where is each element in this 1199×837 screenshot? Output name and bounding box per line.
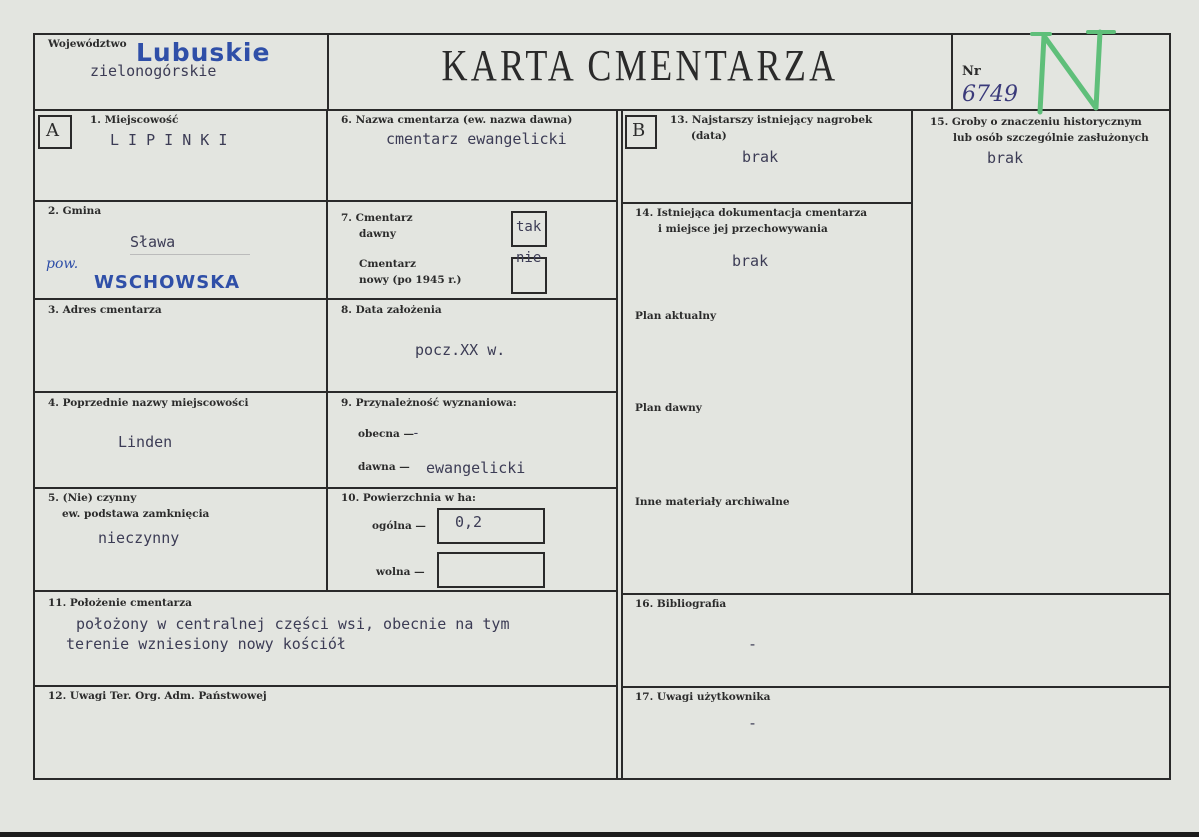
- border-top: [33, 33, 1171, 35]
- divider: [33, 487, 618, 489]
- f15-label-1: 15. Groby o znaczeniu historycznym: [930, 116, 1142, 128]
- f11-label: 11. Położenie cmentarza: [48, 597, 192, 609]
- f5-label-1: 5. (Nie) czynny: [48, 492, 137, 504]
- divider: [327, 33, 329, 111]
- f10-free-box[interactable]: [437, 552, 545, 588]
- f9-former-label: dawna —: [358, 461, 410, 473]
- divider: [621, 202, 913, 204]
- border-bottom: [33, 778, 1171, 780]
- f13-label-1: 13. Najstarszy istniejący nagrobek: [670, 114, 873, 126]
- f16-label: 16. Bibliografia: [635, 598, 727, 610]
- voivodeship-typed: zielonogórskie: [90, 62, 217, 80]
- f17-value: -: [748, 714, 758, 732]
- f7-box2-text: nie: [516, 250, 542, 266]
- f9-current-value: -: [412, 426, 420, 441]
- f3-label: 3. Adres cmentarza: [48, 304, 162, 316]
- f2-pow-label: pow.: [46, 256, 79, 272]
- f15-value: brak: [987, 149, 1024, 167]
- f2-value: Sława: [130, 233, 176, 251]
- divider: [33, 590, 618, 592]
- f9-current-label: obecna —: [358, 428, 415, 440]
- f16-value: -: [748, 635, 758, 653]
- voivodeship-stamp: Lubuskie: [136, 38, 271, 67]
- f6-value: cmentarz ewangelicki: [386, 130, 567, 148]
- f10-label: 10. Powierzchnia w ha:: [341, 492, 476, 504]
- f14-label-2: i miejsce jej przechowywania: [658, 223, 828, 235]
- divider: [616, 109, 618, 780]
- divider: [951, 33, 953, 111]
- f1-label: 1. Miejscowość: [90, 114, 179, 126]
- f4-value: Linden: [118, 433, 173, 451]
- f7-label-4: nowy (po 1945 r.): [359, 274, 462, 286]
- f2-pow-value: WSCHOWSKA: [94, 272, 241, 293]
- section-a-letter: A: [46, 120, 59, 141]
- f5-value: nieczynny: [98, 529, 180, 547]
- divider: [621, 686, 1171, 688]
- f10-total-box[interactable]: [437, 508, 545, 544]
- plan-current-label: Plan aktualny: [635, 310, 717, 322]
- divider: [33, 685, 618, 687]
- f7-label-1: 7. Cmentarz: [341, 212, 413, 224]
- f7-box1-text: tak: [516, 219, 542, 235]
- f14-value: brak: [732, 252, 769, 270]
- f11-value-2: terenie wzniesiony nowy kościół: [66, 635, 346, 653]
- nr-label: Nr: [962, 64, 981, 79]
- underline: [130, 254, 250, 255]
- f8-value: pocz.XX w.: [415, 341, 506, 359]
- n-mark-icon: [1030, 28, 1120, 116]
- f4-label: 4. Poprzednie nazwy miejscowości: [48, 397, 249, 409]
- f10-free-label: wolna —: [376, 566, 425, 578]
- section-b-letter: B: [632, 120, 646, 141]
- card-title: KARTA CMENTARZA: [441, 41, 839, 90]
- divider: [33, 200, 618, 202]
- f1-value: L I P I N K I: [110, 131, 228, 149]
- border-right: [1169, 33, 1171, 780]
- f12-label: 12. Uwagi Ter. Org. Adm. Państwowej: [48, 690, 267, 702]
- f2-label: 2. Gmina: [48, 205, 102, 217]
- f15-label-2: lub osób szczególnie zasłużonych: [953, 132, 1149, 144]
- other-materials-label: Inne materiały archiwalne: [635, 496, 790, 508]
- border-left: [33, 33, 35, 780]
- f17-label: 17. Uwagi użytkownika: [635, 691, 771, 703]
- f9-former-value: ewangelicki: [426, 459, 526, 477]
- divider: [911, 109, 913, 595]
- divider: [621, 593, 1171, 595]
- divider: [33, 109, 1171, 111]
- f13-value: brak: [742, 148, 779, 166]
- f7-label-2: dawny: [359, 228, 396, 240]
- f9-label: 9. Przynależność wyznaniowa:: [341, 397, 517, 409]
- f8-label: 8. Data założenia: [341, 304, 442, 316]
- f10-total-label: ogólna —: [372, 520, 426, 532]
- voivodeship-label: Województwo: [48, 38, 127, 50]
- f10-total-value: 0,2: [455, 513, 483, 531]
- f7-label-3: Cmentarz: [359, 258, 416, 270]
- plan-former-label: Plan dawny: [635, 402, 702, 414]
- f14-label-1: 14. Istniejąca dokumentacja cmentarza: [635, 207, 868, 219]
- divider: [33, 391, 618, 393]
- f6-label: 6. Nazwa cmentarza (ew. nazwa dawna): [341, 114, 573, 126]
- divider: [326, 109, 328, 591]
- f5-label-2: ew. podstawa zamknięcia: [62, 508, 210, 520]
- divider: [621, 109, 623, 780]
- f11-value-1: położony w centralnej części wsi, obecnie na tym: [76, 615, 510, 633]
- nr-value: 6749: [962, 82, 1018, 107]
- f13-label-2: (data): [691, 130, 727, 142]
- divider: [33, 298, 618, 300]
